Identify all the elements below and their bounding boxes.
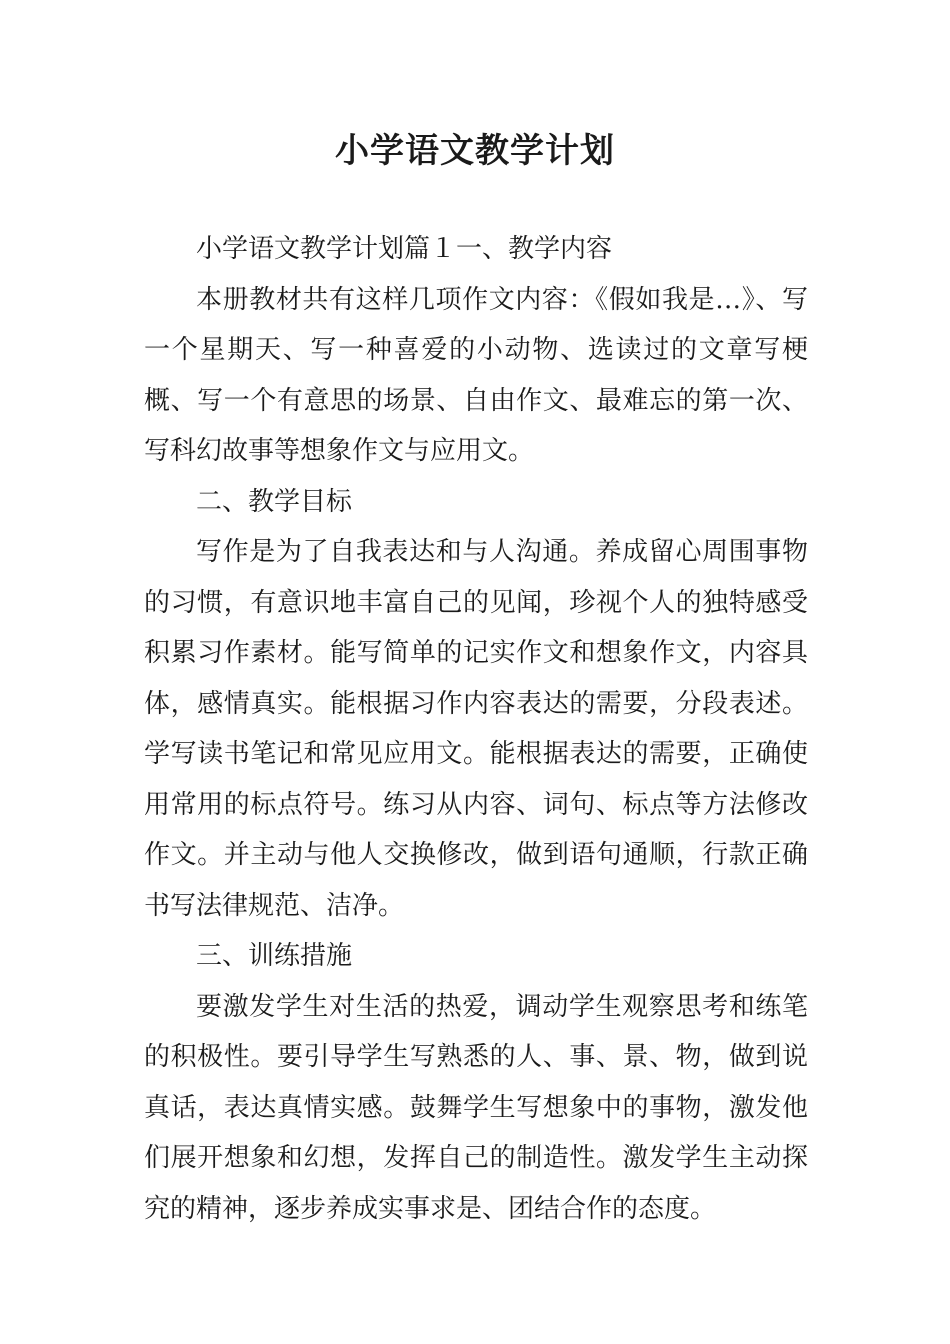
document-title: 小学语文教学计划	[335, 131, 615, 171]
paragraph-section-heading-2: 二、教学目标	[196, 486, 353, 517]
paragraph-training-measures: 要激发学生对生活的热爱，调动学生观察思考和练笔的积极性。要引导学生写熟悉的人、事、景、物，做到说真话，表达真情实感。鼓舞学生写想象中的事物，激发他们展开想象和幻想，发挥自己的制造性。激发学生主动探究的精神，逐步养成实事求是、团结合作的态度。	[144, 991, 808, 1224]
document-body	[144, 224, 808, 1234]
paragraph-section-heading-3: 三、训练措施	[196, 941, 353, 971]
paragraph-teaching-goals: 写作是为了自我表达和与人沟通。养成留心周围事物的习惯，有意识地丰富自己的见闻，珍视个人的独特感受积累习作素材。能写简单的记实作文和想象作文，内容具体，感情真实。能根据习作内容表达的需要，分段表述。学写读书笔记和常见应用文。能根据表达的需要，正确使用常用的标点符号。练习从内容、词句、标点等方法修改作文。并主动与他人交换修改，做到语句通顺，行款正确书写法律规范、洁净。	[144, 537, 808, 921]
paragraph-content-intro: 本册教材共有这样几项作文内容：《假如我是…》、写一个星期天、写一种喜爱的小动物、选读过的文章写梗概、写一个有意思的场景、自由作文、最难忘的第一次、写科幻故事等想象作文与应用文。	[144, 284, 808, 466]
paragraph-section-heading-1: 小学语文教学计划篇１一、教学内容	[196, 234, 613, 264]
